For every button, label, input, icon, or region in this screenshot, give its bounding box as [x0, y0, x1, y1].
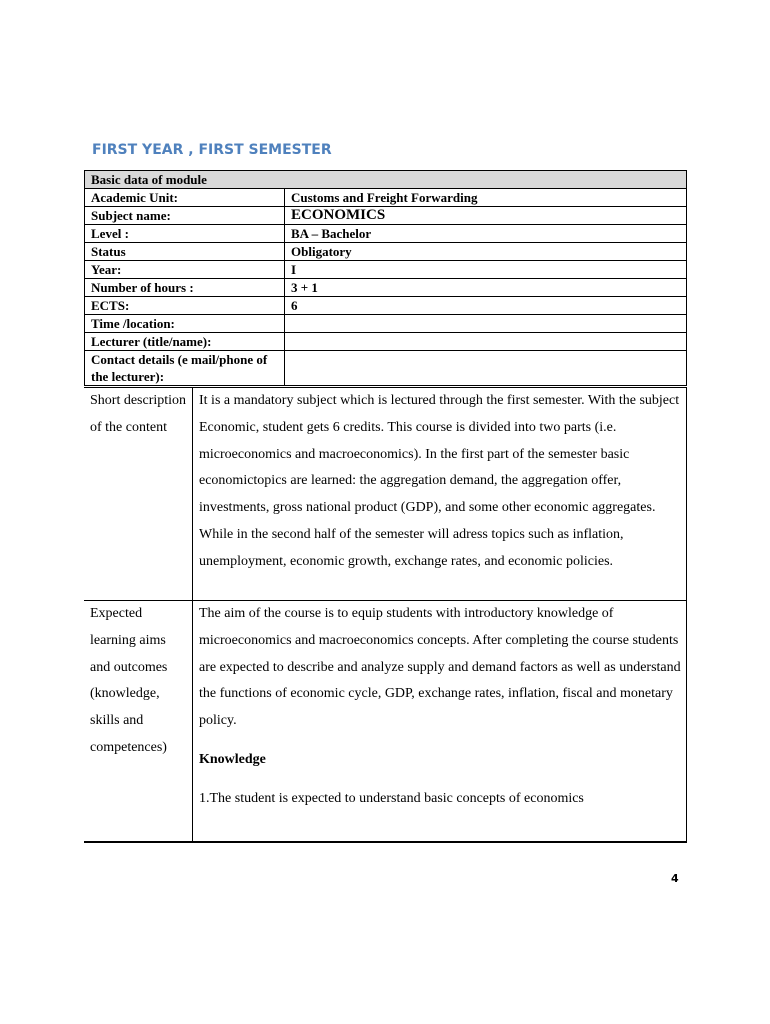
table-row [85, 333, 687, 351]
row-value: Obligatory [285, 243, 687, 261]
row-label: Status [85, 243, 285, 261]
page-number: 4 [671, 872, 679, 885]
row-value: 6 [285, 297, 687, 315]
aims-cell [193, 601, 687, 843]
row-label: Subject name: [85, 207, 285, 225]
row-value: 3 + 1 [285, 279, 687, 297]
knowledge-item: 1.The student is expected to understand basic concepts of economics [199, 790, 584, 806]
table-row [85, 297, 687, 315]
section-heading: FIRST YEAR , FIRST SEMESTER [92, 142, 332, 158]
row-value: I [285, 261, 687, 279]
row-value [285, 333, 687, 351]
row-value: ECONOMICS [285, 207, 687, 225]
row-value: Customs and Freight Forwarding [285, 189, 687, 207]
table-row [85, 189, 687, 207]
knowledge-heading: Knowledge [199, 751, 266, 767]
module-table-title: Basic data of module [85, 171, 687, 189]
row-label: Academic Unit: [85, 189, 285, 207]
aims-label: Expected learning aims and outcomes (knowledge, skills and competences) [84, 601, 193, 843]
course-details-table [84, 387, 687, 843]
table-row [85, 351, 687, 386]
description-row [84, 388, 687, 601]
aims-row [84, 601, 687, 843]
module-data-table [84, 170, 687, 386]
description-text: It is a mandatory subject which is lectured through the first semester. With the subject Economic, student gets 6 credits. This course is divided into two parts (i.e. microeconomics and macroeconomics). In the first part of the semester basic economictopics are learned: the aggregation demand, the aggregation offer, investments, gross national product (GDP), and some other economic aggregates. While in the second half of the semester will adress topics such as inflation, unemployment, economic growth, exchange rates, and economic policies. [193, 388, 687, 601]
aims-text: The aim of the course is to equip students with introductory knowledge of microeconomics and macroeconomics concepts. After completing the course students are expected to describe and analyze supply and demand factors as well as understand the functions of economic cycle, GDP, exchange rates, inflation, fiscal and monetary policy. [199, 606, 681, 729]
row-label: Time /location: [85, 315, 285, 333]
table-row [85, 315, 687, 333]
row-value [285, 351, 687, 386]
table-row [85, 225, 687, 243]
row-value [285, 315, 687, 333]
row-label: Contact details (e mail/phone of the lecturer): [85, 351, 285, 386]
table-row [85, 261, 687, 279]
row-label: Number of hours : [85, 279, 285, 297]
row-label: Year: [85, 261, 285, 279]
table-row [85, 243, 687, 261]
row-value: BA – Bachelor [285, 225, 687, 243]
description-label: Short description of the content [84, 388, 193, 601]
row-label: ECTS: [85, 297, 285, 315]
row-label: Level : [85, 225, 285, 243]
row-label: Lecturer (title/name): [85, 333, 285, 351]
table-row [85, 279, 687, 297]
table-row [85, 207, 687, 225]
module-title-row [85, 171, 687, 189]
